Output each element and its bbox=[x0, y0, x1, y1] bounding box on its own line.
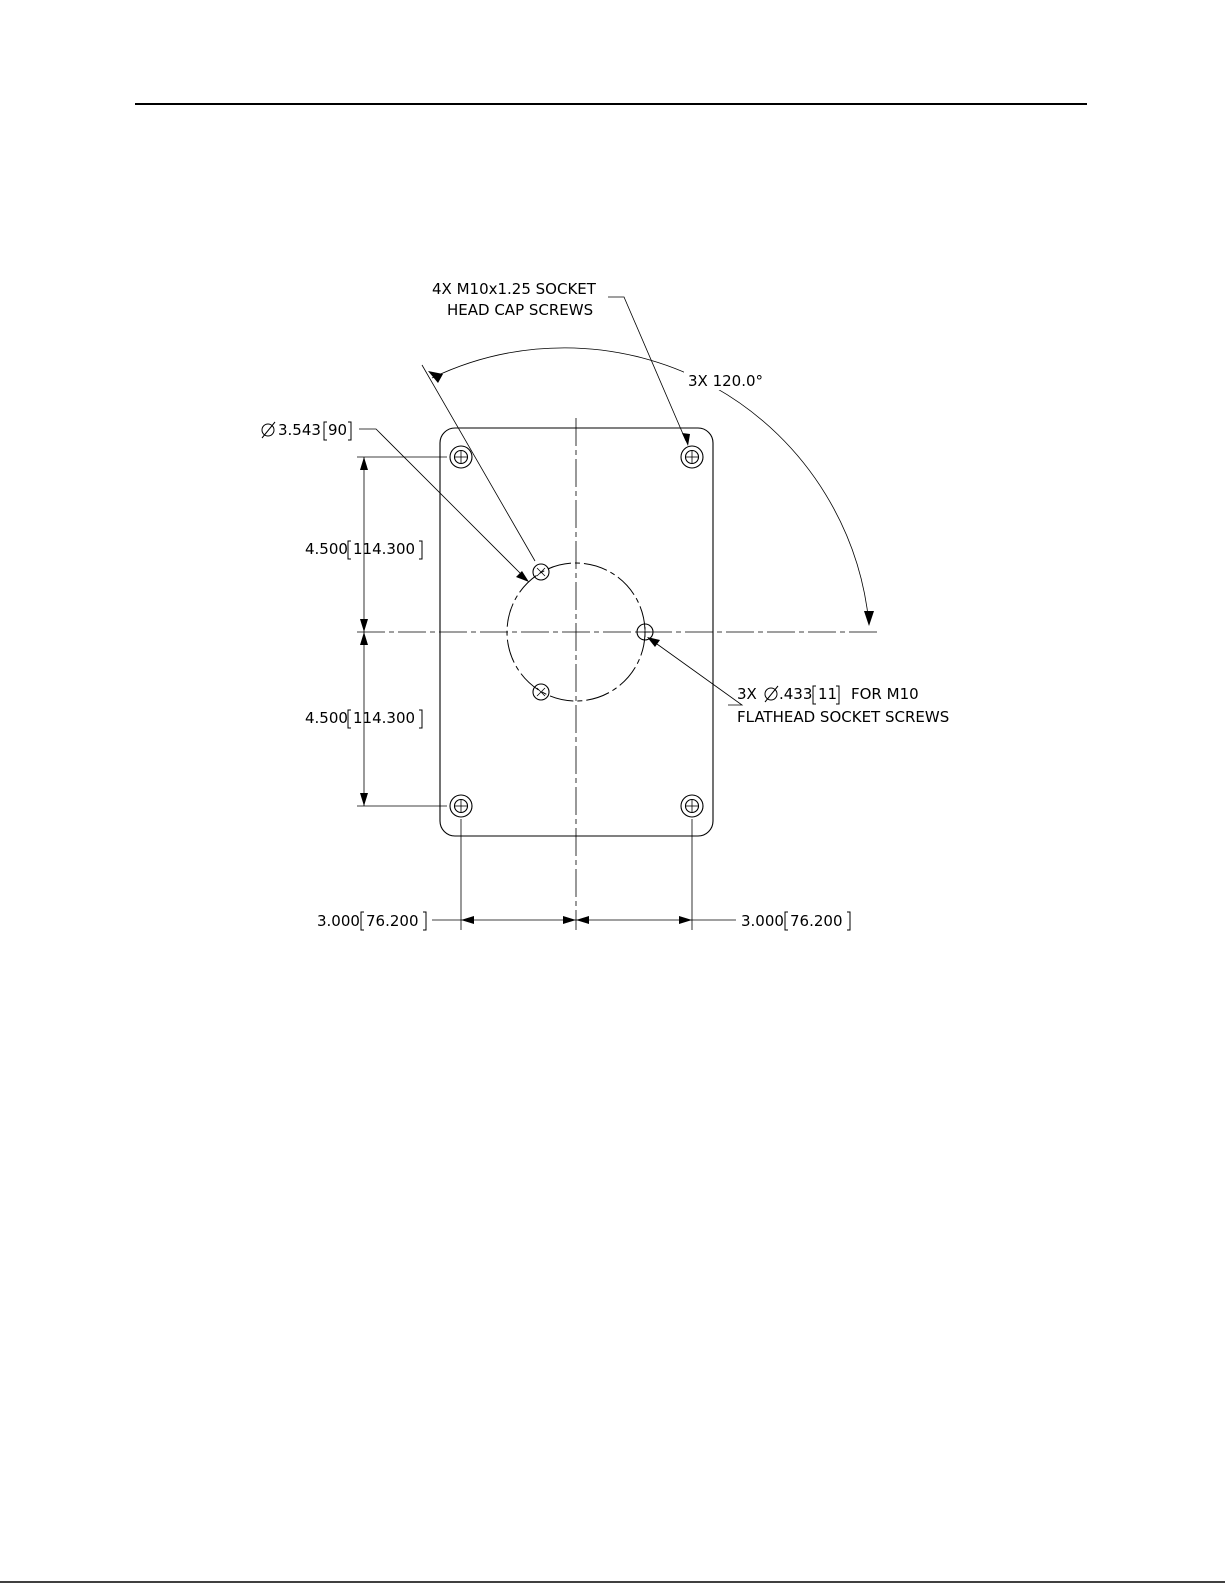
bore-diameter-mm: 90 bbox=[328, 421, 348, 439]
flathead-screws-leader bbox=[650, 639, 742, 705]
angle-arrowhead-start bbox=[428, 371, 443, 383]
socket-screws-note-line1: 4X M10x1.25 SOCKET bbox=[432, 280, 596, 298]
flathead-note-prefix: 3X bbox=[737, 685, 757, 703]
angle-label: 3X 120.0° bbox=[688, 372, 764, 390]
flathead-note-line2: FLATHEAD SOCKET SCREWS bbox=[737, 708, 950, 726]
corner-hole-bottom-right bbox=[681, 795, 703, 817]
horizontal-left-mm: 76.200 bbox=[366, 912, 419, 930]
diameter-symbol-icon-2 bbox=[765, 686, 778, 702]
flathead-note-suffix: FOR M10 bbox=[851, 685, 919, 703]
horizontal-right-mm: 76.200 bbox=[790, 912, 843, 930]
flathead-note-mm: 11 bbox=[818, 685, 838, 703]
horizontal-left-inch: 3.000 bbox=[317, 912, 360, 930]
angle-arrowhead-end bbox=[864, 611, 874, 626]
flathead-note-inch: .433 bbox=[779, 685, 813, 703]
socket-screws-leader bbox=[608, 297, 686, 441]
corner-hole-top-right bbox=[681, 446, 703, 468]
vertical-lower-inch: 4.500 bbox=[305, 709, 348, 727]
vertical-upper-inch: 4.500 bbox=[305, 540, 348, 558]
corner-hole-top-left bbox=[450, 446, 472, 468]
flathead-hole-upper-left bbox=[533, 564, 549, 580]
angle-arc bbox=[432, 348, 869, 624]
horizontal-right-inch: 3.000 bbox=[741, 912, 784, 930]
vertical-upper-mm: 114.300 bbox=[353, 540, 416, 558]
bore-diameter-inch: 3.543 bbox=[278, 421, 321, 439]
vertical-lower-mm: 114.300 bbox=[353, 709, 416, 727]
corner-hole-bottom-left bbox=[450, 795, 472, 817]
diameter-symbol-icon bbox=[262, 422, 275, 438]
socket-screws-note-line2: HEAD CAP SCREWS bbox=[447, 301, 594, 319]
flathead-hole-lower-left bbox=[533, 684, 549, 700]
